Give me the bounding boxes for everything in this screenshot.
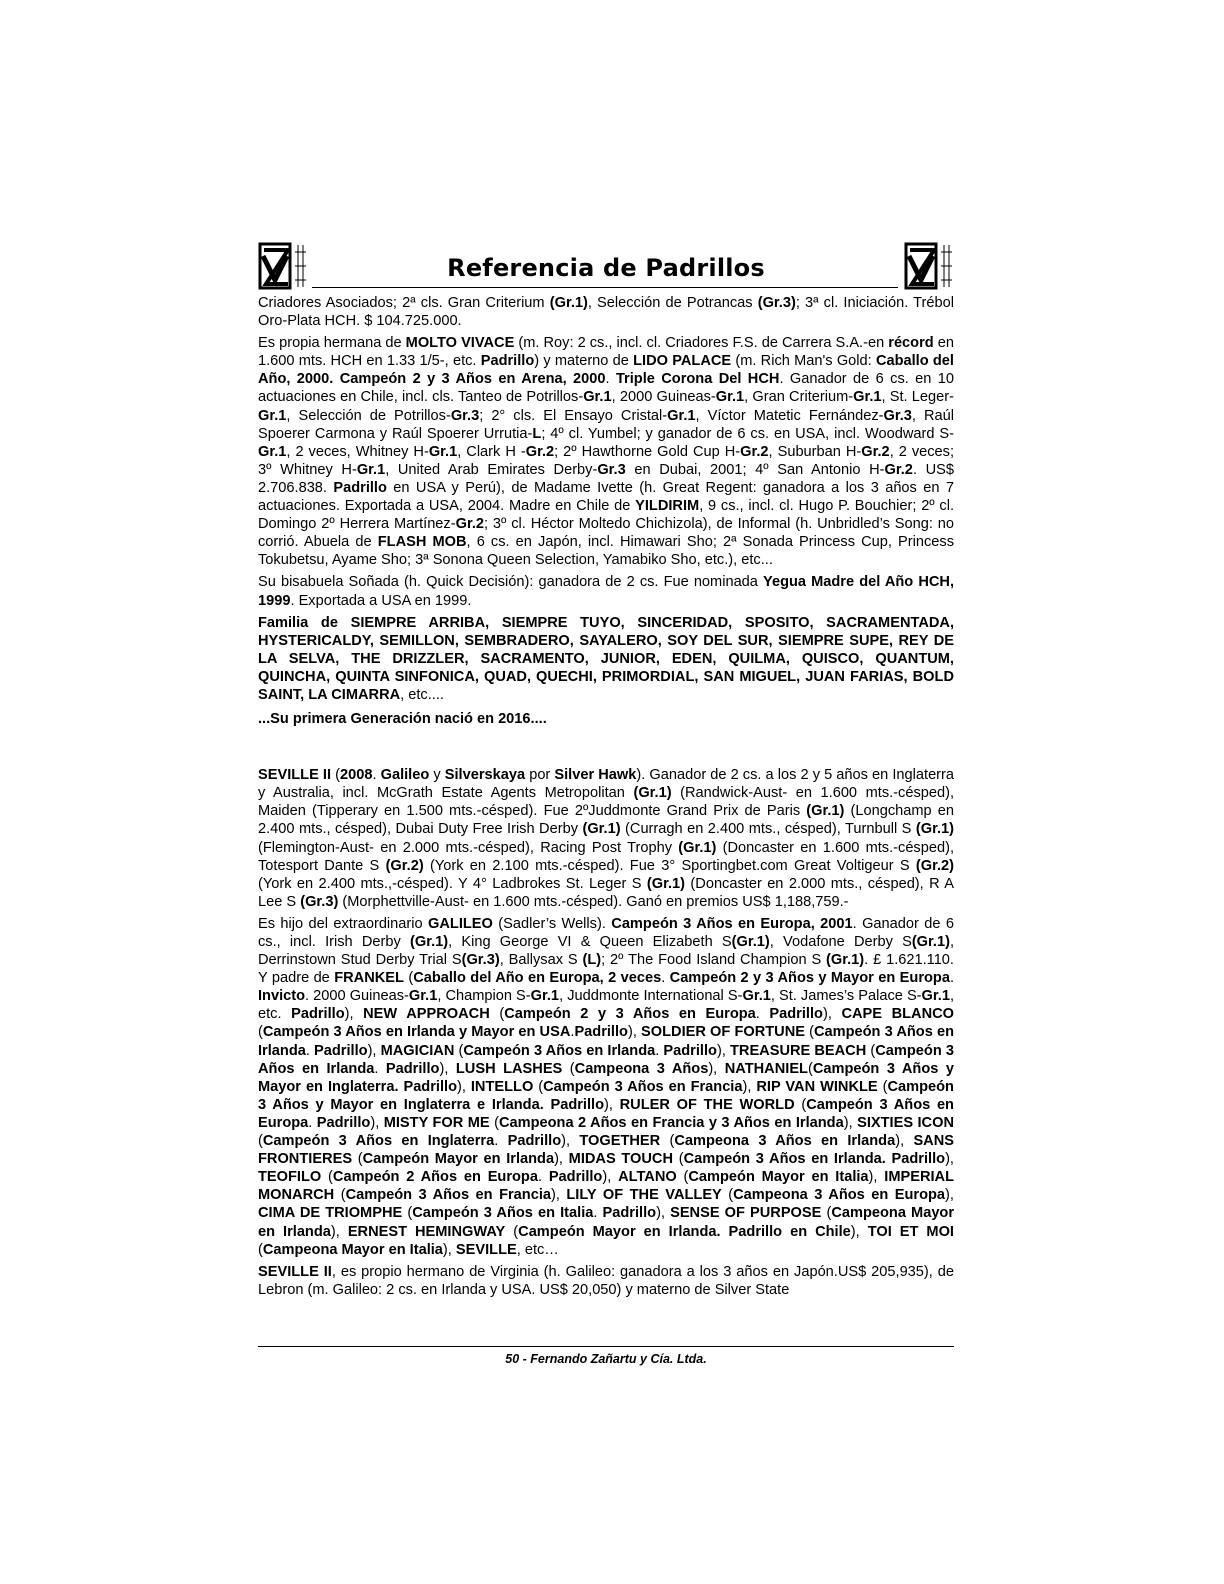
bold-text: NEW APPROACH <box>363 1006 490 1023</box>
page-title: Referencia de Padrillos <box>447 254 765 282</box>
bold-text: MISTY FOR ME <box>383 1114 490 1131</box>
bold-text: IMPERIAL MONARCH <box>258 1169 954 1204</box>
bold-text: Campeona Mayor en Italia <box>262 1241 443 1258</box>
bold-text: Campeón 3 Años en Francia <box>345 1187 551 1204</box>
bold-text: FRANKEL <box>334 970 404 987</box>
bold-text: Gr.1 <box>258 407 287 424</box>
bold-text: TOI ET MOI <box>867 1223 954 1240</box>
bold-text: Silverskaya <box>444 767 526 784</box>
bold-text: Caballo del Año, 2000. Campeón 2 y 3 Años en Arena, 2000 <box>258 353 954 388</box>
bold-text: (Gr.2) <box>915 857 954 874</box>
document-page <box>258 236 955 1366</box>
bold-text: Padrillo <box>333 479 387 496</box>
bold-text: SEVILLE II <box>258 767 332 784</box>
bold-text: RULER OF THE WORLD <box>619 1096 795 1113</box>
bold-text: (Gr.1) <box>410 934 449 950</box>
bold-text: INTELLO <box>470 1078 534 1095</box>
bold-text: (Gr.1) <box>549 295 588 311</box>
bold-text: Triple Corona Del HCH <box>615 371 780 388</box>
paragraph: SEVILLE II (2008. Galileo y Silverskaya por Silver Hawk). Ganador de 2 cs. a los 2 y 5 años en Inglaterra y Australia, incl. McGrath Estate Agents Metropolitan (Gr.1) (Randwick-Aust- en 1.600 mts.-césped), Maiden (Tipperary en 1.500 mts.-césped). Fue 2ºJuddmonte Grand Prix de Paris (Gr.1) (Longchamp en 2.400 mts., césped), Dubai Duty Free Irish Derby (Gr.1) (Curragh en 2.400 mts., césped), Turnbull S (Gr.1) (Flemington-Aust- en 2.000 mts.-césped), Racing Post Trophy (Gr.1) (Doncaster en 1.600 mts.-césped), Totesport Dante S (Gr.2) (York en 2.100 mts.-césped). Fue 3° Sportingbet.com Great Voltigeur S (Gr.2) (York en 2.400 mts.,-césped). Y 4° Ladbrokes St. Leger S (Gr.1) (Doncaster en 2.000 mts., césped), R A Lee S (Gr.3) (Morphettville-Aust- en 1.600 mts.-césped). Ganó en premios US$ 1,188,759.- <box>258 767 955 910</box>
bold-text: Padrillo <box>314 1042 368 1059</box>
bold-text: Gr.1 <box>667 407 696 424</box>
bold-text: TEOFILO <box>258 1169 322 1186</box>
bold-text: SEVILLE <box>455 1241 517 1258</box>
bold-text: SOLDIER OF FORTUNE <box>641 1024 805 1041</box>
bold-text: Campeona 3 Años en Europa <box>733 1187 946 1204</box>
bold-text: Padrillo <box>480 353 535 370</box>
bold-text: (Gr.3) <box>300 893 339 910</box>
bold-text: Padrillo <box>316 1114 371 1131</box>
bold-text: RIP VAN WINKLE <box>756 1078 878 1095</box>
footer-rule <box>258 1346 954 1347</box>
bold-text: Campeón 3 Años en Irlanda <box>463 1042 656 1059</box>
bold-text: Familia de SIEMPRE ARRIBA, SIEMPRE TUYO, SINCERIDAD, SPOSITO, SACRAMENTADA, HYSTERICALDY, SEMILLON, SEMBRADERO, SAYALERO, SOY DEL SUR, SIEMPRE SUPE, REY DE LA SELVA, THE DRIZZLER, SACRAMENTO, JUNIOR, EDEN, QUILMA, QUISCO, QUANTUM, QUINCHA, QUINTA SINFONICA, QUAD, QUECHI, PRIMORDIAL, SAN MIGUEL, JUAN FARIAS, BOLD SAINT, LA CIMARRA <box>258 614 954 703</box>
bold-text: Campeón 3 Años en Inglaterra <box>262 1133 495 1150</box>
bold-text: TOGETHER <box>579 1133 661 1150</box>
bold-text: (Gr.3) <box>757 295 796 311</box>
bold-text: (Gr.3) <box>461 952 500 969</box>
bold-text: (L) <box>582 952 602 969</box>
bold-text: Gr.1 <box>715 389 745 406</box>
generation-note <box>258 710 954 728</box>
bold-text: FLASH MOB <box>377 534 467 551</box>
bold-text: Gr.3 <box>883 407 912 424</box>
bold-text: Gr.1 <box>583 389 612 406</box>
bold-text: Galileo <box>380 767 430 784</box>
bold-text: SENSE OF PURPOSE <box>670 1205 822 1222</box>
bold-text: Campeona 3 Años <box>574 1060 709 1077</box>
bold-text: Gr.2 <box>740 443 769 460</box>
bold-text: ALTANO <box>618 1169 677 1186</box>
bold-text: (Gr.1) <box>678 839 717 856</box>
bold-text: récord <box>888 335 934 352</box>
bold-text: Campeón 3 Años en Irlanda y Mayor en USA <box>262 1024 571 1041</box>
bold-text: Campeón 3 Años y Mayor en Inglaterra. Padrillo <box>258 1060 954 1095</box>
bold-text: Campeón 2 Años en Europa <box>332 1169 538 1186</box>
bold-text: Padrillo <box>507 1133 562 1150</box>
paragraph: Es propia hermana de MOLTO VIVACE (m. Roy: 2 cs., incl. cl. Criadores F.S. de Carrera S.A.-en récord en 1.600 mts. HCH en 1.33 1/5-, etc. Padrillo) y materno de LIDO PALACE (m. Rich Man's Gold: Caballo del Año, 2000. Campeón 2 y 3 Años en Arena, 2000. Triple Corona Del HCH. Ganador de 6 cs. en 10 actuaciones en Chile, incl. cls. Tanteo de Potrillos-Gr.1, 2000 Guineas-Gr.1, Gran Criterium-Gr.1, St. Leger-Gr.1, Selección de Potrillos-Gr.3; 2° cls. El Ensayo Cristal-Gr.1, Víctor Matetic Fernández-Gr.3, Raúl Spoerer Carmona y Raúl Spoerer Urrutia-L; 4º cl. Yumbel; y ganador de 6 cs. en USA, incl. Woodward S-Gr.1, 2 veces, Whitney H-Gr.1, Clark H -Gr.2; 2º Hawthorne Gold Cup H-Gr.2, Suburban H-Gr.2, 2 veces; 3º Whitney H-Gr.1, United Arab Emirates Derby-Gr.3 en Dubai, 2001; 4º San Antonio H-Gr.2. US$ 2.706.838. Padrillo en USA y Perú), de Madame Ivette (h. Great Regent: ganadora a los 3 años en 7 actuaciones. Exportada a USA, 2004. Madre en Chile de YILDIRIM, 9 cs., incl. cl. Hugo P. Bouchier; 2º cl. Domingo 2º Herrera Martínez-Gr.2; 3º cl. Héctor Moltedo Chichizola), de Informal (h. Unbridled’s Song: no corrió. Abuela de FLASH MOB, 6 cs. en Japón, incl. Himawari Sho; 2ª Sonada Princess Cup, Princess Tokubetsu, Ayame Sho; 3ª Sonona Queen Selection, Yamabiko Sho, etc.), etc... <box>258 335 955 569</box>
bold-text: Gr.1 <box>921 988 950 1005</box>
bold-text: SANS FRONTIERES <box>258 1133 954 1168</box>
bold-text: Gr.2 <box>525 443 555 460</box>
paragraph: Su bisabuela Soñada (h. Quick Decisión): ganadora de 2 cs. Fue nominada Yegua Madre del Año HCH, 1999. Exportada a USA en 1999. <box>258 574 955 609</box>
bold-text: Invicto <box>258 988 306 1005</box>
bold-text: Campeón 3 Años en Irlanda <box>258 1042 954 1077</box>
document-body <box>258 294 954 1299</box>
bold-text: MIDAS TOUCH <box>568 1151 674 1168</box>
paragraph: Criadores Asociados; 2ª cls. Gran Criterium (Gr.1), Selección de Potrancas (Gr.3); 3ª cl. Iniciación. Trébol Oro-Plata HCH. $ 104.725.000. <box>258 295 955 330</box>
bold-text: Padrillo <box>574 1024 628 1041</box>
header-rule <box>312 287 898 288</box>
bold-text: Padrillo <box>663 1042 717 1059</box>
bold-text: CAPE BLANCO <box>841 1006 955 1023</box>
bold-text: Padrillo <box>602 1205 657 1222</box>
bold-text: Gr.1 <box>408 988 438 1005</box>
bold-text: (Gr.1) <box>582 821 621 838</box>
bold-text: Campeón Mayor en Irlanda <box>362 1151 555 1168</box>
bold-text: Gr.1 <box>530 988 560 1005</box>
bold-text: Gr.2 <box>455 516 484 533</box>
bold-text: GALILEO <box>428 915 493 932</box>
paragraph: Es hijo del extraordinario GALILEO (Sadler’s Wells). Campeón 3 Años en Europa, 2001. Ganador de 6 cs., incl. Irish Derby (Gr.1), King George VI & Queen Elizabeth S(Gr.1), Vodafone Derby S(Gr.1), Derrinstown Stud Derby Trial S(Gr.3), Ballysax S (L); 2º The Food Island Champion S (Gr.1). £ 1.621.110. Y padre de FRANKEL (Caballo del Año en Europa, 2 veces. Campeón 2 y 3 Años y Mayor en Europa. Invicto. 2000 Guineas-Gr.1, Champion S-Gr.1, Juddmonte International S-Gr.1, St. James’s Palace S-Gr.1, etc. Padrillo), NEW APPROACH (Campeón 2 y 3 Años en Europa. Padrillo), CAPE BLANCO (Campeón 3 Años en Irlanda y Mayor en USA.Padrillo), SOLDIER OF FORTUNE (Campeón 3 Años en Irlanda. Padrillo), MAGICIAN (Campeón 3 Años en Irlanda. Padrillo), TREASURE BEACH (Campeón 3 Años en Irlanda. Padrillo), LUSH LASHES (Campeona 3 Años), NATHANIEL(Campeón 3 Años y Mayor en Inglaterra. Padrillo), INTELLO (Campeón 3 Años en Francia), RIP VAN WINKLE (Campeón 3 Años y Mayor en Inglaterra e Irlanda. Padrillo), RULER OF THE WORLD (Campeón 3 Años en Europa. Padrillo), MISTY FOR ME (Campeona 2 Años en Francia y 3 Años en Irlanda), SIXTIES ICON (Campeón 3 Años en Inglaterra. Padrillo), TOGETHER (Campeona 3 Años en Irlanda), SANS FRONTIERES (Campeón Mayor en Irlanda), MIDAS TOUCH (Campeón 3 Años en Irlanda. Padrillo), TEOFILO (Campeón 2 Años en Europa. Padrillo), ALTANO (Campeón Mayor en Italia), IMPERIAL MONARCH (Campeón 3 Años en Francia), LILY OF THE VALLEY (Campeona 3 Años en Europa), CIMA DE TRIOMPHE (Campeón 3 Años en Italia. Padrillo), SENSE OF PURPOSE (Campeona Mayor en Irlanda), ERNEST HEMINGWAY (Campeón Mayor en Irlanda. Padrillo en Chile), TOI ET MOI (Campeona Mayor en Italia), SEVILLE, etc… <box>258 915 955 1258</box>
bold-text: Campeón 2 y 3 Años en Europa <box>504 1006 756 1023</box>
bold-text: Caballo del Año en Europa, 2 veces <box>413 970 662 987</box>
bold-text: LIDO PALACE <box>633 353 732 370</box>
bold-text: SIXTIES ICON <box>857 1114 954 1131</box>
bold-text: Yegua Madre del Año HCH, 1999 <box>258 574 955 609</box>
bold-text: Campeón 3 Años en Irlanda. Padrillo <box>683 1151 946 1168</box>
bold-text: Campeón Mayor en Irlanda. Padrillo en Chile <box>518 1223 851 1240</box>
bold-text: Campeón 3 Años en Europa <box>258 1096 954 1131</box>
bold-text: Padrillo <box>291 1006 345 1023</box>
bold-text: Gr.3 <box>597 461 626 478</box>
bold-text: TREASURE BEACH <box>729 1042 867 1059</box>
bold-text: Campeón 2 y 3 Años y Mayor en Europa <box>669 970 950 987</box>
bold-text: (Gr.2) <box>385 857 424 874</box>
page-header <box>258 236 954 294</box>
bold-text: Gr.2 <box>861 443 890 460</box>
bold-text: ...Su primera Generación nació en 2016.... <box>258 711 547 728</box>
bold-text: (Gr.1) <box>646 875 686 892</box>
bold-text: Gr.1 <box>742 988 771 1005</box>
bold-text: CIMA DE TRIOMPHE <box>258 1205 403 1222</box>
bold-text: Campeón 3 Años en Irlanda <box>258 1024 954 1059</box>
bold-text: Padrillo <box>548 1169 603 1186</box>
bold-text: LILY OF THE VALLEY <box>566 1187 722 1204</box>
bold-text: Gr.1 <box>258 443 287 460</box>
bold-text: Campeona 3 Años en Irlanda <box>674 1133 896 1150</box>
bold-text: MOLTO VIVACE <box>405 335 515 352</box>
bold-text: (Gr.1) <box>826 952 865 969</box>
bold-text: Gr.1 <box>356 461 386 478</box>
bold-text: LUSH LASHES <box>455 1060 563 1077</box>
bold-text: Silver Hawk <box>554 767 637 784</box>
bold-text: MAGICIAN <box>380 1042 455 1059</box>
bold-text: Padrillo <box>385 1060 440 1077</box>
bold-text: (Gr.1) <box>806 803 845 820</box>
bold-text: Campeón 3 Años en Italia <box>412 1205 594 1222</box>
family-paragraph: Familia de SIEMPRE ARRIBA, SIEMPRE TUYO, SINCERIDAD, SPOSITO, SACRAMENTADA, HYSTERICALDY, SEMILLON, SEMBRADERO, SAYALERO, SOY DEL SUR, SIEMPRE SUPE, REY DE LA SELVA, THE DRIZZLER, SACRAMENTO, JUNIOR, EDEN, QUILMA, QUISCO, QUANTUM, QUINCHA, QUINTA SINFONICA, QUAD, QUECHI, PRIMORDIAL, SAN MIGUEL, JUAN FARIAS, BOLD SAINT, LA CIMARRA, etc.... <box>258 614 954 703</box>
bold-text: (Gr.1) <box>915 821 954 838</box>
page-footer: 50 - Fernando Zañartu y Cía. Ltda. <box>505 1352 707 1366</box>
bold-text: Campeón 3 Años y Mayor en Inglaterra e Irlanda. Padrillo <box>258 1078 954 1113</box>
bold-text: 2008 <box>339 767 373 784</box>
bold-text: Gr.1 <box>428 443 458 460</box>
bold-text: (Gr.1) <box>633 785 672 802</box>
bold-text: Campeona 2 Años en Francia y 3 Años en Irlanda <box>498 1114 844 1131</box>
bold-text: Gr.2 <box>884 461 913 478</box>
paragraph: SEVILLE II, es propio hermano de Virginia (h. Galileo: ganadora a los 3 años en Japón.US$ 205,935), de Lebron (m. Galileo: 2 cs. en Irlanda y USA. US$ 20,050) y materno de Silver State <box>258 1263 954 1298</box>
bold-text: L <box>532 425 542 442</box>
bold-text: Campeón 3 Años en Francia <box>543 1078 743 1095</box>
bold-text: Campeona Mayor en Irlanda <box>258 1205 955 1240</box>
bold-text: NATHANIEL <box>724 1060 808 1077</box>
bold-text: Gr.1 <box>853 389 882 406</box>
bold-text: Padrillo <box>769 1006 823 1023</box>
bold-text: SEVILLE II <box>258 1263 332 1280</box>
bold-text: Campeón Mayor en Italia <box>688 1169 869 1186</box>
bold-text: ERNEST HEMINGWAY <box>347 1223 506 1240</box>
bold-text: YILDIRIM <box>635 498 700 515</box>
bold-text: Campeón 3 Años en Europa, 2001 <box>611 915 853 932</box>
fz-logo-icon <box>904 242 954 290</box>
bold-text: (Gr.1) <box>911 934 950 950</box>
bold-text: (Gr.1) <box>731 934 770 950</box>
bold-text: Gr.3 <box>450 407 480 424</box>
